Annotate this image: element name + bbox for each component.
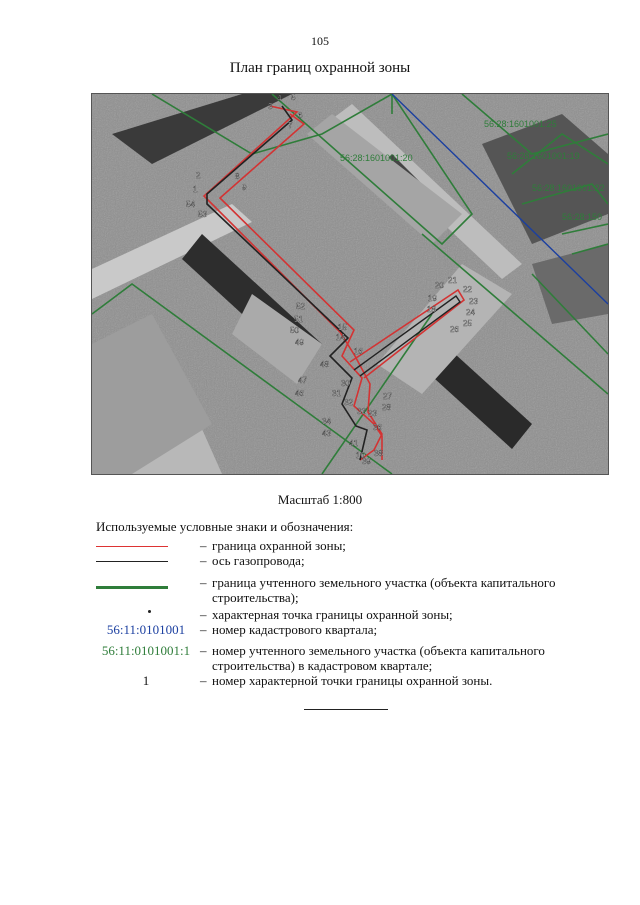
legend-desc: граница учтенного земельного участка (объекта капитального строительства); xyxy=(212,575,556,605)
legend-desc: номер кадастрового квартала; xyxy=(212,622,378,637)
legend-dash: – xyxy=(200,607,207,622)
point-label: 54 xyxy=(186,200,195,209)
legend xyxy=(96,538,596,688)
point-label: 34 xyxy=(322,417,331,426)
point-label: 51 xyxy=(294,315,303,324)
legend-row-parcel-number xyxy=(96,643,596,673)
cadastral-label: 56:28:1601001:19 xyxy=(507,151,580,161)
point-label: 6 xyxy=(298,111,303,120)
point-label: 49 xyxy=(295,338,304,347)
aerial-map xyxy=(91,93,609,475)
cadastral-label: 56:28:150 xyxy=(562,212,603,222)
point-label: 31 xyxy=(332,389,341,398)
legend-code-point: 1 xyxy=(142,673,150,688)
legend-desc: номер учтенного земельного участка (объекта капитального строительства) в кадастровом квартале; xyxy=(212,643,545,673)
point-label: 28 xyxy=(382,403,391,412)
point-label: 41 xyxy=(349,439,358,448)
legend-desc: номер характерной точки границы охранной зоны. xyxy=(212,673,493,688)
cadastral-label: 56:28:1601001:22 xyxy=(532,183,605,193)
cadastral-label: 56:28:1601001:25 xyxy=(484,119,557,129)
point-label: 53 xyxy=(198,210,207,219)
bottom-rule xyxy=(304,709,388,710)
legend-desc: граница охранной зоны; xyxy=(212,538,346,553)
point-label: 32 xyxy=(344,398,353,407)
point-label: 36 xyxy=(373,423,382,432)
point-label: 33 xyxy=(357,407,366,416)
point-label: 3 xyxy=(268,102,273,111)
point-label: 18 xyxy=(427,305,436,314)
legend-desc: ось газопровода; xyxy=(212,553,305,568)
point-label: 38 xyxy=(374,449,383,458)
map-svg xyxy=(92,94,608,474)
point-label: 5 xyxy=(291,94,296,102)
legend-dash: – xyxy=(200,643,207,658)
point-label: 1 xyxy=(193,185,198,194)
point-label: 24 xyxy=(466,308,475,317)
legend-symbol-gas-axis xyxy=(96,553,196,571)
point-label: 16 xyxy=(354,347,363,356)
point-label: 2 xyxy=(196,171,201,180)
legend-row-axis xyxy=(96,553,596,575)
legend-row-zone xyxy=(96,538,596,553)
cadastral-label: 56:28:1601001:20 xyxy=(340,153,413,163)
point-label: 7 xyxy=(288,121,293,130)
point-label: 10 xyxy=(356,451,365,460)
point-label: 25 xyxy=(463,319,472,328)
legend-title: Используемые условные знаки и обозначения: xyxy=(96,519,354,534)
legend-symbol-point xyxy=(96,607,196,625)
legend-row-point xyxy=(96,607,596,622)
point-label: 9 xyxy=(242,183,247,192)
legend-dash: – xyxy=(200,575,207,590)
legend-row-quarter xyxy=(96,622,596,643)
page-title: План границ охранной зоны xyxy=(229,60,411,76)
legend-dash: – xyxy=(200,538,207,553)
point-label: 14 xyxy=(336,333,345,342)
point-label: 50 xyxy=(290,326,299,335)
point-label: 47 xyxy=(298,376,307,385)
page-number: 105 xyxy=(311,34,329,48)
point-label: 15 xyxy=(338,323,347,332)
point-label: 19 xyxy=(428,294,437,303)
legend-symbol-parcel-boundary xyxy=(96,575,196,593)
point-label: 30 xyxy=(341,379,350,388)
legend-row-point-number xyxy=(96,673,596,688)
legend-row-parcel xyxy=(96,575,596,607)
legend-code-quarter: 56:11:0101001 xyxy=(106,622,186,637)
point-label: 8 xyxy=(235,172,240,181)
point-label: 4 xyxy=(277,94,282,103)
legend-dash: – xyxy=(200,622,207,637)
point-label: 23 xyxy=(469,297,478,306)
point-label: 48 xyxy=(320,360,329,369)
point-label: 27 xyxy=(383,392,392,401)
point-label: 23 xyxy=(368,409,377,418)
legend-dash: – xyxy=(200,673,207,688)
map-scale: Масштаб 1:800 xyxy=(277,492,363,507)
point-label: 22 xyxy=(463,285,472,294)
legend-desc: характерная точка границы охранной зоны; xyxy=(212,607,453,622)
point-label: 52 xyxy=(296,302,305,311)
point-label: 39 xyxy=(362,457,371,466)
point-label: 46 xyxy=(295,389,304,398)
legend-code-parcel: 56:11:0101001:1 xyxy=(101,643,191,658)
legend-dash: – xyxy=(200,553,207,568)
point-label: 20 xyxy=(435,281,444,290)
point-label: 21 xyxy=(448,276,457,285)
point-label: 26 xyxy=(450,325,459,334)
point-label: 43 xyxy=(322,429,331,438)
